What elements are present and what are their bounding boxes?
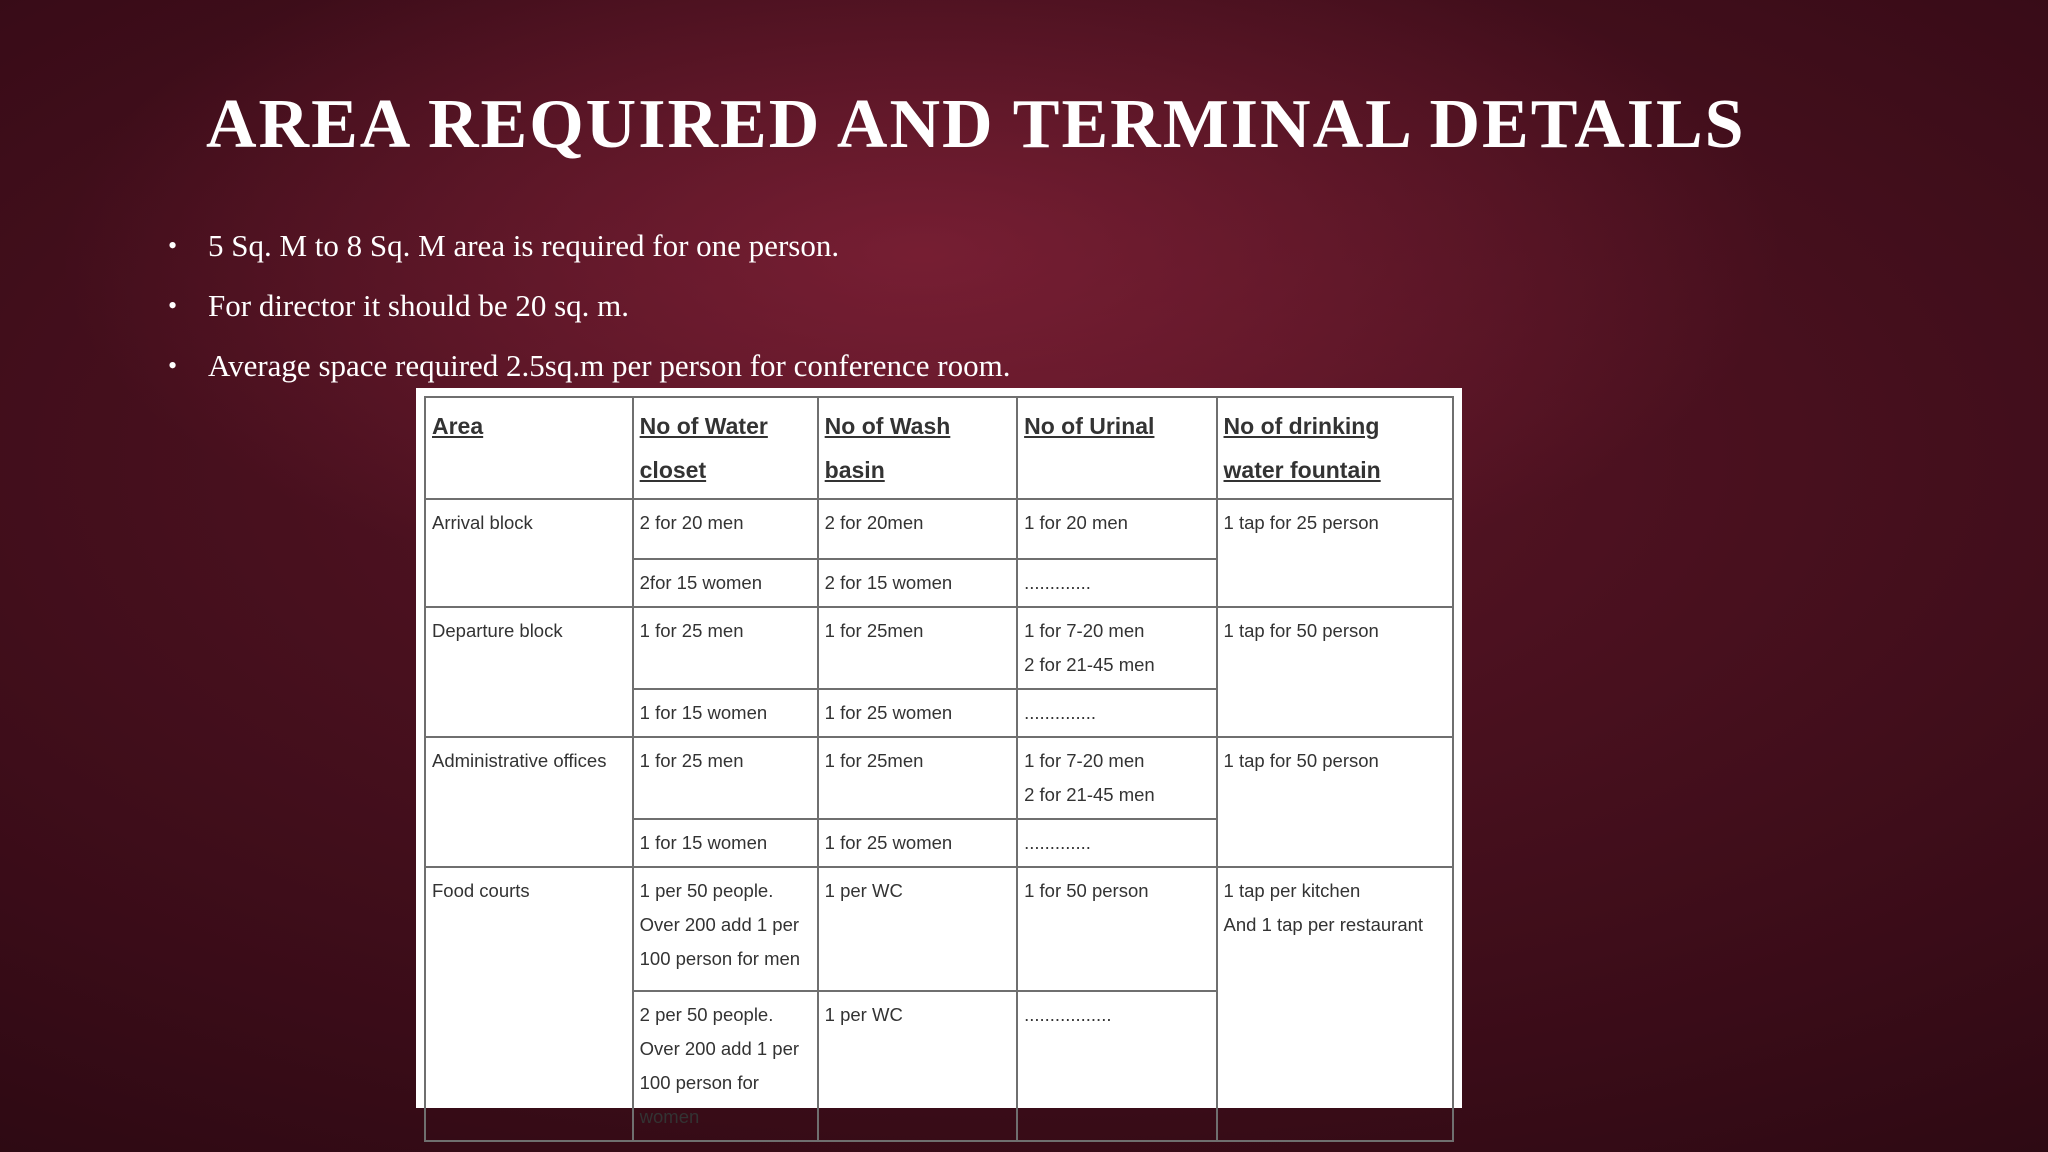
header-area: Area bbox=[425, 397, 633, 499]
area-cell: Arrival block bbox=[425, 499, 633, 607]
table-row bbox=[425, 499, 1453, 559]
bullet-item bbox=[168, 336, 1011, 396]
urinal-women-cell: ............. bbox=[1017, 559, 1216, 607]
facilities-table-image bbox=[416, 388, 1462, 1127]
bullet-text: Average space required 2.5sq.m per person for conference room. bbox=[208, 348, 1011, 383]
water-closet-men-cell: 1 for 25 men bbox=[633, 607, 818, 689]
water-closet-men-cell: 2 for 20 men bbox=[633, 499, 818, 559]
urinal-women-cell: ................. bbox=[1017, 991, 1216, 1141]
bullet-text: For director it should be 20 sq. m. bbox=[208, 288, 630, 323]
urinal-men-cell: 1 for 20 men bbox=[1017, 499, 1216, 559]
water-closet-women-cell: 2for 15 women bbox=[633, 559, 818, 607]
wash-basin-men-cell: 1 per WC bbox=[818, 867, 1017, 991]
wash-basin-men-cell: 2 for 20men bbox=[818, 499, 1017, 559]
header-water-closet: No of Water closet bbox=[633, 397, 818, 499]
table-row bbox=[425, 607, 1453, 689]
water-closet-women-cell: 1 for 15 women bbox=[633, 689, 818, 737]
header-drinking-fountain: No of drinking water fountain bbox=[1217, 397, 1453, 499]
water-closet-women-cell: 2 per 50 people. Over 200 add 1 per 100 person for women bbox=[633, 991, 818, 1141]
table-row bbox=[425, 867, 1453, 991]
bullet-dot: • bbox=[168, 291, 178, 320]
urinal-women-cell: ............. bbox=[1017, 819, 1216, 867]
bullet-item bbox=[168, 276, 1011, 336]
table-body bbox=[425, 397, 1453, 1141]
water-closet-men-cell: 1 for 25 men bbox=[633, 737, 818, 819]
bullet-dot: • bbox=[168, 351, 178, 380]
header-wash-basin: No of Wash basin bbox=[818, 397, 1017, 499]
urinal-men-cell: 1 for 7-20 men 2 for 21-45 men bbox=[1017, 607, 1216, 689]
wash-basin-men-cell: 1 for 25men bbox=[818, 737, 1017, 819]
fountain-cell: 1 tap for 50 person bbox=[1217, 737, 1453, 867]
urinal-men-cell: 1 for 50 person bbox=[1017, 867, 1216, 991]
table-header-row bbox=[425, 397, 1453, 499]
wash-basin-women-cell: 1 for 25 women bbox=[818, 819, 1017, 867]
fountain-cell: 1 tap per kitchen And 1 tap per restaurant bbox=[1217, 867, 1453, 1141]
bullet-item bbox=[168, 216, 1011, 276]
bullet-text: 5 Sq. M to 8 Sq. M area is required for one person. bbox=[208, 228, 840, 263]
urinal-men-cell: 1 for 7-20 men 2 for 21-45 men bbox=[1017, 737, 1216, 819]
wash-basin-women-cell: 2 for 15 women bbox=[818, 559, 1017, 607]
header-urinal: No of Urinal bbox=[1017, 397, 1216, 499]
bullet-list bbox=[168, 216, 1011, 396]
wash-basin-women-cell: 1 per WC bbox=[818, 991, 1017, 1141]
area-cell: Departure block bbox=[425, 607, 633, 737]
table-row bbox=[425, 737, 1453, 819]
slide-title: AREA REQUIRED AND TERMINAL DETAILS bbox=[206, 86, 1746, 163]
fountain-cell: 1 tap for 25 person bbox=[1217, 499, 1453, 607]
bullet-dot: • bbox=[168, 231, 178, 260]
wash-basin-men-cell: 1 for 25men bbox=[818, 607, 1017, 689]
water-closet-men-cell: 1 per 50 people. Over 200 add 1 per 100 person for men bbox=[633, 867, 818, 991]
fountain-cell: 1 tap for 50 person bbox=[1217, 607, 1453, 737]
area-cell: Food courts bbox=[425, 867, 633, 1141]
area-cell: Administrative offices bbox=[425, 737, 633, 867]
urinal-women-cell: .............. bbox=[1017, 689, 1216, 737]
water-closet-women-cell: 1 for 15 women bbox=[633, 819, 818, 867]
facilities-table bbox=[424, 396, 1454, 1142]
wash-basin-women-cell: 1 for 25 women bbox=[818, 689, 1017, 737]
